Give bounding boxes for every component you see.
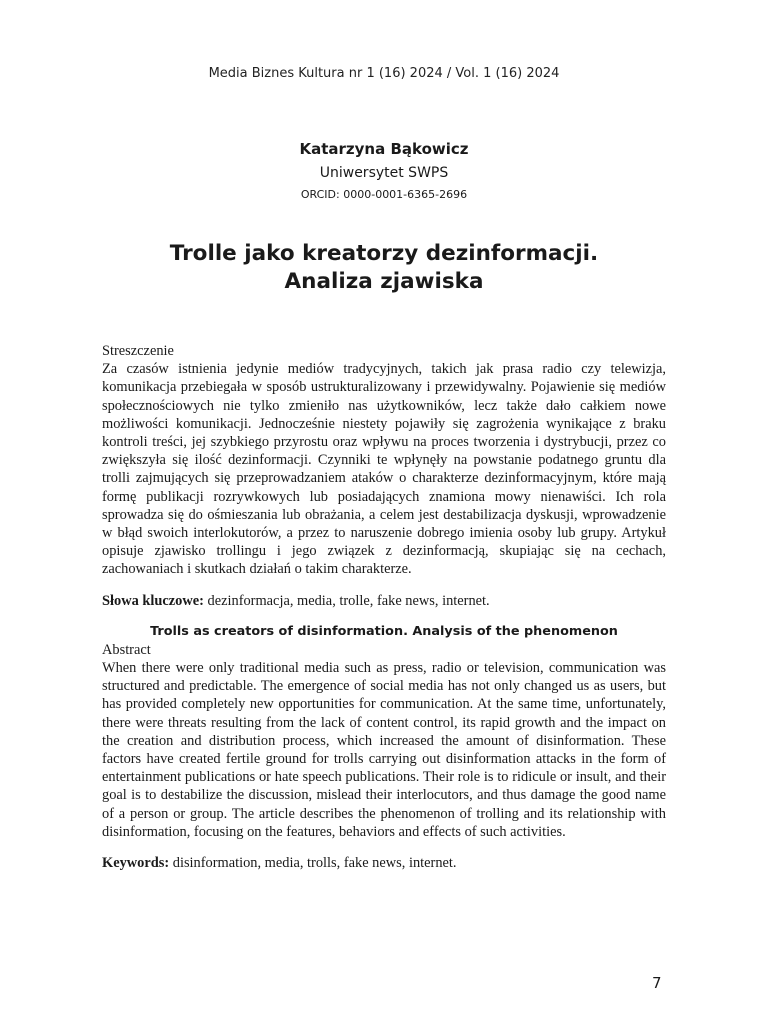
keywords-pl-label: Słowa kluczowe: — [102, 592, 204, 609]
keywords-pl — [102, 592, 666, 610]
abstract-pl-heading: Streszczenie — [102, 343, 174, 359]
article-title — [0, 240, 768, 296]
abstract-pl-text: Za czasów istnienia jedynie mediów tradycyjnych, takich jak prasa radio czy telewizja, komunikacja przebiegała w sposób ustrukturalizowany i przewidywalny. Pojawienie się mediów społecznościowych nie tylko zmieniło nas użytkowników, lecz także dało całkiem nowe możliwości komunikacji. Jednocześnie niestety pojawiły się zagrożenia wynikające z braku kontroli treści, jej szybkiego przyrostu oraz wpływu na proces tworzenia i dystrybucji, przez co zwiększyła się ilość dezinformacji. Czynniki te wpłynęły na powstanie podatnego gruntu dla trolli zajmujących się przeprowadzaniem ataków o charakterze dezinformacyjnym, które mają formę publikacji rozrywkowych lub posiadających znamiona mowy nienawiści. Ich rola sprowadza się do ośmieszania lub obrażania, a celem jest destabilizacja dyskusji, wprowadzenie w błąd swoich interlokutorów, a przez to naruszenie dobrego imienia osoby lub grupy. Artykuł opisuje zjawisko trollingu i jego związek z dezinformacją, skupiając się na cechach, zachowaniach i skutkach działań o takim charakterze. — [102, 361, 666, 578]
page-number: 7 — [652, 974, 662, 992]
author-affiliation: Uniwersytet SWPS — [319, 165, 449, 181]
keywords-en — [102, 854, 666, 872]
title-line-2: Analiza zjawiska — [284, 269, 484, 294]
article-body — [102, 342, 666, 872]
english-title: Trolls as creators of disinformation. Analysis of the phenomenon — [150, 623, 618, 639]
title-line-1: Trolle jako kreatorzy dezinformacji. — [169, 241, 599, 266]
abstract-en-heading: Abstract — [102, 641, 151, 658]
abstract-en-text: When there were only traditional media such as press, radio or television, communication was structured and predictable. The emergence of social media has not only changed us as users, but has provided completely new opportunities for communication. At the same time, unfortunately, there were threats resulting from the lack of content control, its rapid growth and the impact on the creation and distribution process, which increased the amount of disinformation. These factors have created fertile ground for trolls carrying out disinformation attacks in the form of entertainment publications or hate speech publications. Their role is to ridicule or insult, and their goal is to destabilize the discussion, mislead their interlocutors, and thus damage the good name of a person or group. The article describes the phenomenon of trolling and its relationship with disinformation, focusing on the features, behaviors and effects of such activities. — [102, 660, 666, 840]
author-name: Katarzyna Bąkowicz — [299, 140, 469, 158]
keywords-pl-text: dezinformacja, media, trolle, fake news, internet. — [203, 592, 490, 609]
keywords-en-text: disinformation, media, trolls, fake news, internet. — [169, 855, 457, 872]
author-block — [0, 138, 768, 204]
running-header: Media Biznes Kultura nr 1 (16) 2024 / Vol. 1 (16) 2024 — [208, 66, 560, 81]
author-orcid: ORCID: 0000-0001-6365-2696 — [300, 188, 468, 201]
keywords-en-label: Keywords: — [102, 855, 170, 872]
